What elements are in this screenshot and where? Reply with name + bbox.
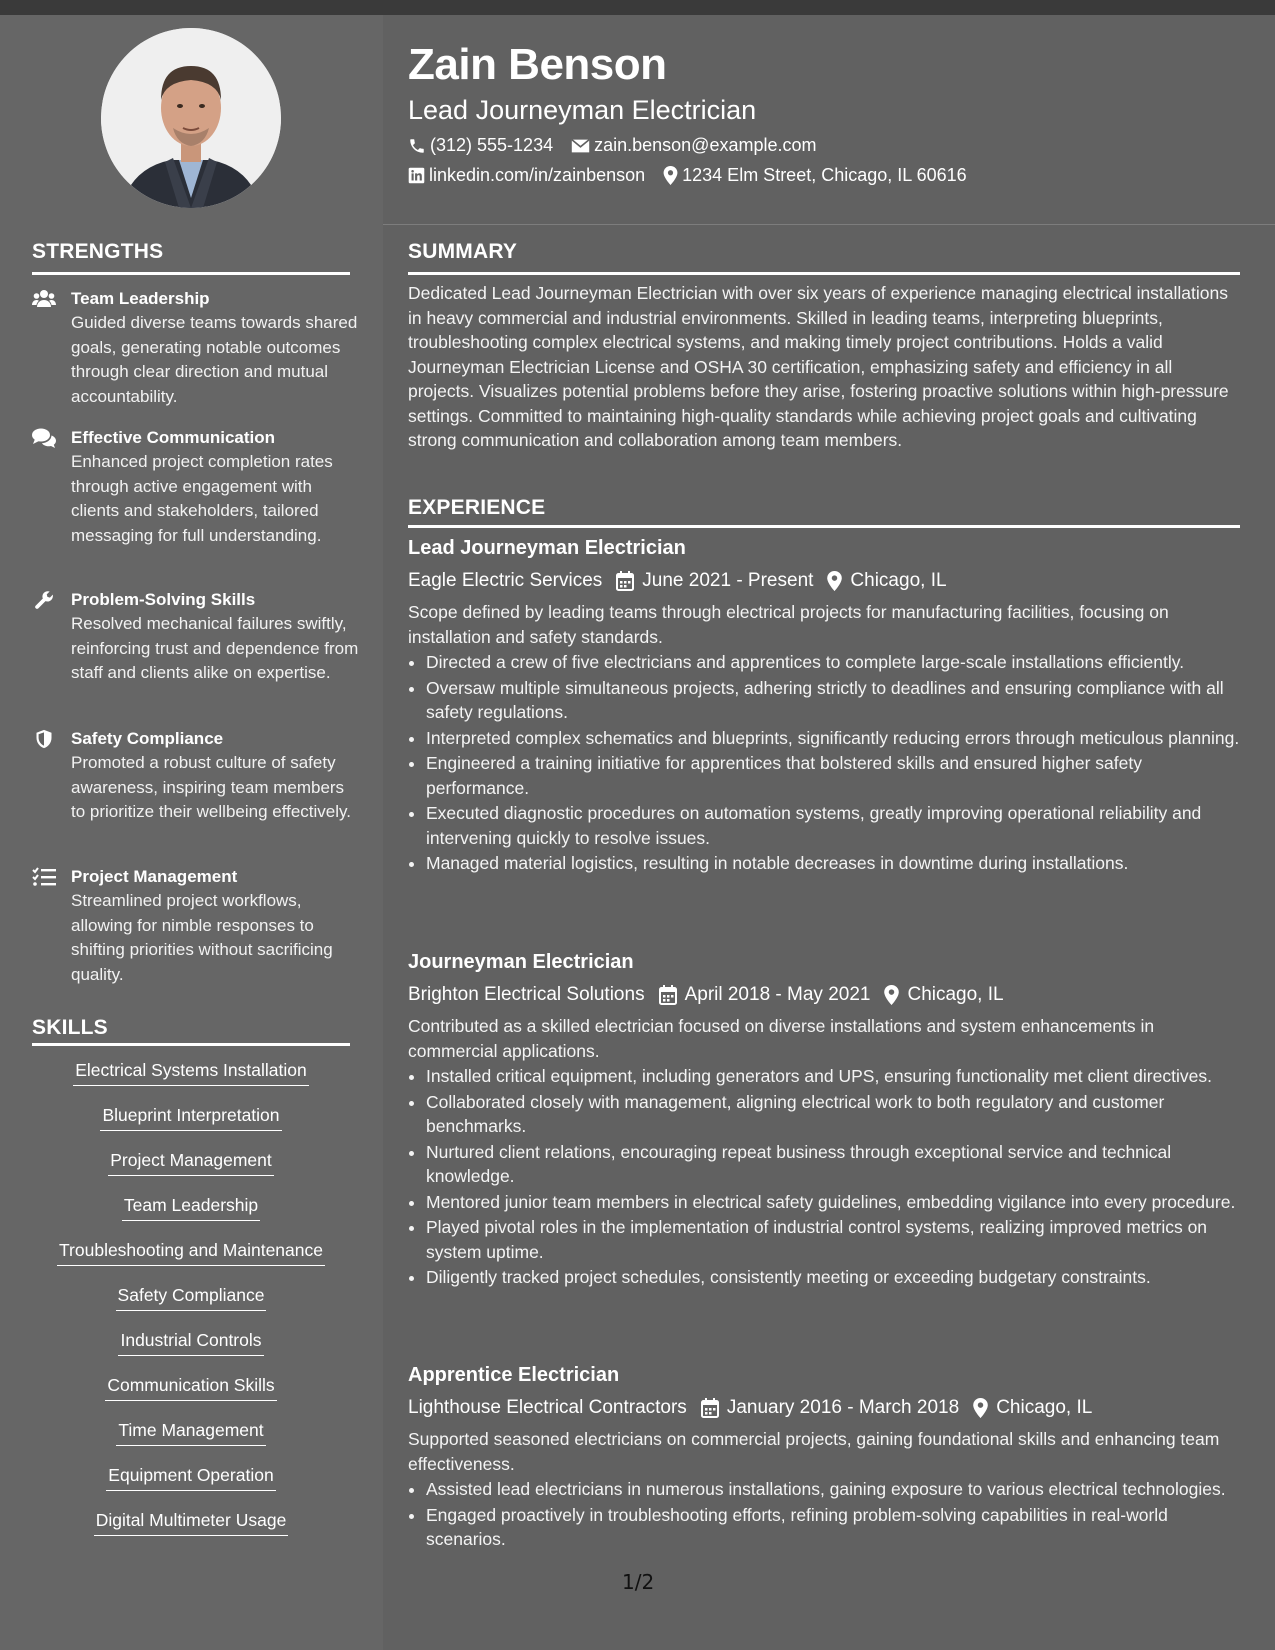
skill-label: Communication Skills <box>105 1373 276 1401</box>
calendar-icon <box>701 1398 719 1418</box>
job-title: Lead Journeyman Electrician <box>408 537 686 559</box>
profile-photo <box>101 28 281 208</box>
job-bullet: • Played pivotal roles in the implementation of industrial control systems, realizing improved metrics on system uptime. <box>426 1215 1240 1264</box>
phone-text: (312) 555-1234 <box>430 135 554 155</box>
strength-title: Team Leadership <box>71 289 210 308</box>
job-bullet: • Directed a crew of five electricians and apprentices to complete large-scale installations efficiently. <box>426 650 1240 675</box>
contact-row-2 <box>408 165 985 186</box>
skills-heading: SKILLS <box>32 1016 108 1039</box>
job-bullet: • Nurtured client relations, encouraging repeat business through exceptional service and technical knowledge. <box>426 1140 1240 1189</box>
skill-item <box>32 1283 350 1328</box>
header-divider <box>383 224 1275 225</box>
skill-item <box>32 1373 350 1418</box>
comments-icon <box>32 428 56 448</box>
job-entry <box>408 948 1240 1291</box>
strengths-rule <box>32 272 350 275</box>
job-bullet: • Engaged proactively in troubleshooting efforts, refining problem-solving capabilities in real-world scenarios. <box>426 1503 1240 1552</box>
job-bullet: • Collaborated closely with management, aligning electrical work to both regulatory and customer benchmarks. <box>426 1090 1240 1139</box>
skill-label: Safety Compliance <box>116 1283 267 1311</box>
job-title: Journeyman Electrician <box>408 951 634 973</box>
email-contact[interactable] <box>571 135 816 156</box>
job-title: Apprentice Electrician <box>408 1364 620 1386</box>
job-location: Chicago, IL <box>996 1397 1093 1418</box>
job-dates: January 2016 - March 2018 <box>726 1397 960 1418</box>
top-bar <box>0 0 1275 15</box>
skill-label: Digital Multimeter Usage <box>94 1508 289 1536</box>
job-bullets <box>408 1477 1240 1552</box>
envelope-icon <box>571 138 590 154</box>
strength-item <box>32 426 362 548</box>
job-bullet: • Managed material logistics, resulting in notable decreases in downtime during installations. <box>426 851 1240 876</box>
strength-item <box>32 588 362 686</box>
skill-item <box>32 1238 350 1283</box>
job-bullets <box>408 650 1240 876</box>
linkedin-text: linkedin.com/in/zainbenson <box>429 165 646 185</box>
linkedin-icon <box>408 167 425 184</box>
skill-label: Time Management <box>116 1418 265 1446</box>
strength-title: Project Management <box>71 867 238 886</box>
strength-title: Safety Compliance <box>71 729 224 748</box>
skill-item <box>32 1508 350 1553</box>
phone-contact[interactable] <box>408 135 553 156</box>
skill-label: Troubleshooting and Maintenance <box>57 1238 325 1266</box>
skill-label: Equipment Operation <box>106 1463 275 1491</box>
job-bullet: • Installed critical equipment, including generators and UPS, ensuring functionality met client directives. <box>426 1064 1240 1089</box>
skill-item <box>32 1193 350 1238</box>
job-bullet: • Diligently tracked project schedules, consistently meeting or exceeding budgetary constraints. <box>426 1265 1240 1290</box>
job-bullet: • Interpreted complex schematics and blueprints, significantly reducing errors through meticulous planning. <box>426 726 1240 751</box>
tasks-icon <box>32 867 56 887</box>
skill-label: Project Management <box>108 1148 273 1176</box>
users-icon <box>32 289 56 309</box>
address-contact <box>663 165 967 186</box>
job-company: Eagle Electric Services <box>408 570 603 591</box>
strength-desc: Guided diverse teams towards shared goals, generating notable outcomes through clear direction and mutual accountability. <box>71 313 358 406</box>
job-bullet: • Mentored junior team members in electrical safety guidelines, embedding vigilance into every procedure. <box>426 1190 1240 1215</box>
shield-icon <box>32 729 56 749</box>
job-bullet: • Assisted lead electricians in numerous installations, gaining exposure to various electrical technologies. <box>426 1477 1240 1502</box>
strength-desc: Promoted a robust culture of safety awareness, inspiring team members to prioritize their wellbeing effectively. <box>71 753 352 821</box>
calendar-icon <box>659 985 677 1005</box>
job-company: Brighton Electrical Solutions <box>408 984 645 1005</box>
address-text: 1234 Elm Street, Chicago, IL 60616 <box>682 165 967 185</box>
skill-label: Blueprint Interpretation <box>100 1103 281 1131</box>
candidate-name: Zain Benson <box>408 40 667 89</box>
job-bullets <box>408 1064 1240 1290</box>
job-bullet: • Executed diagnostic procedures on automation systems, greatly improving operational reliability and intervening quickly to resolve issues. <box>426 801 1240 850</box>
strength-desc: Enhanced project completion rates through active engagement with clients and stakeholders, tailored messaging for full understanding. <box>71 452 333 545</box>
map-marker-icon <box>827 571 842 591</box>
calendar-icon <box>616 571 634 591</box>
strength-title: Problem-Solving Skills <box>71 590 256 609</box>
job-company: Lighthouse Electrical Contractors <box>408 1397 687 1418</box>
map-marker-icon <box>884 985 899 1005</box>
email-text: zain.benson@example.com <box>594 135 817 155</box>
job-dates: April 2018 - May 2021 <box>684 984 871 1005</box>
job-description: Supported seasoned electricians on commercial projects, gaining foundational skills and enhancing team effectiveness. <box>408 1429 1220 1474</box>
job-location: Chicago, IL <box>907 984 1004 1005</box>
strengths-heading: STRENGTHS <box>32 240 164 263</box>
summary-text: Dedicated Lead Journeyman Electrician with over six years of experience managing electrical installations in heavy commercial and industrial environments. Skilled in leading teams, interpreting blueprints, troubleshooting complex electrical systems, and making timely project contributions. Holds a valid Journeyman Electrician License and OSHA 30 certification, emphasizing safety and efficiency in all projects. Visualizes potential problems before they arise, fostering proactive solutions within high-pressure settings. Committed to maintaining high-quality standards while achieving project goals and cultivating strong communication and collaboration among team members. <box>408 283 1229 450</box>
experience-rule <box>408 525 1240 528</box>
strength-item <box>32 865 362 987</box>
job-entry <box>408 1361 1240 1553</box>
skill-label: Industrial Controls <box>118 1328 263 1356</box>
skill-item <box>32 1463 350 1508</box>
skill-item <box>32 1148 350 1193</box>
phone-icon <box>408 137 426 155</box>
job-meta <box>408 1394 1240 1422</box>
contact-row-1 <box>408 135 834 156</box>
experience-heading: EXPERIENCE <box>408 496 546 519</box>
job-meta <box>408 567 1240 595</box>
job-description: Scope defined by leading teams through electrical projects for manufacturing facilities, focusing on installation and safety standards. <box>408 602 1169 647</box>
skill-item <box>32 1058 350 1103</box>
job-bullet: • Oversaw multiple simultaneous projects, adhering strictly to deadlines and ensuring compliance with all safety regulations. <box>426 676 1240 725</box>
skill-item <box>32 1328 350 1373</box>
map-marker-icon <box>663 166 678 185</box>
strength-item <box>32 727 362 825</box>
skill-item <box>32 1418 350 1463</box>
job-location: Chicago, IL <box>850 570 947 591</box>
job-entry <box>408 534 1240 877</box>
summary-rule <box>408 272 1240 275</box>
wrench-icon <box>32 590 56 610</box>
candidate-title: Lead Journeyman Electrician <box>408 95 757 125</box>
skill-item <box>32 1103 350 1148</box>
strength-item <box>32 287 362 409</box>
summary-heading: SUMMARY <box>408 240 518 263</box>
skills-list <box>32 1058 350 1553</box>
linkedin-contact[interactable] <box>408 165 645 186</box>
strength-desc: Resolved mechanical failures swiftly, reinforcing trust and dependence from staff and clients alike on expertise. <box>71 614 359 682</box>
skills-rule <box>32 1043 350 1046</box>
skill-label: Electrical Systems Installation <box>73 1058 308 1086</box>
map-marker-icon <box>973 1398 988 1418</box>
page-number: 1/2 <box>622 1570 655 1594</box>
strength-title: Effective Communication <box>71 428 276 447</box>
strength-desc: Streamlined project workflows, allowing for nimble responses to shifting priorities without sacrificing quality. <box>71 891 333 984</box>
job-meta <box>408 981 1240 1009</box>
job-description: Contributed as a skilled electrician focused on diverse installations and system enhancements in commercial applications. <box>408 1016 1155 1061</box>
job-dates: June 2021 - Present <box>642 570 814 591</box>
skill-label: Team Leadership <box>122 1193 260 1221</box>
job-bullet: • Engineered a training initiative for apprentices that bolstered skills and ensured higher safety performance. <box>426 751 1240 800</box>
